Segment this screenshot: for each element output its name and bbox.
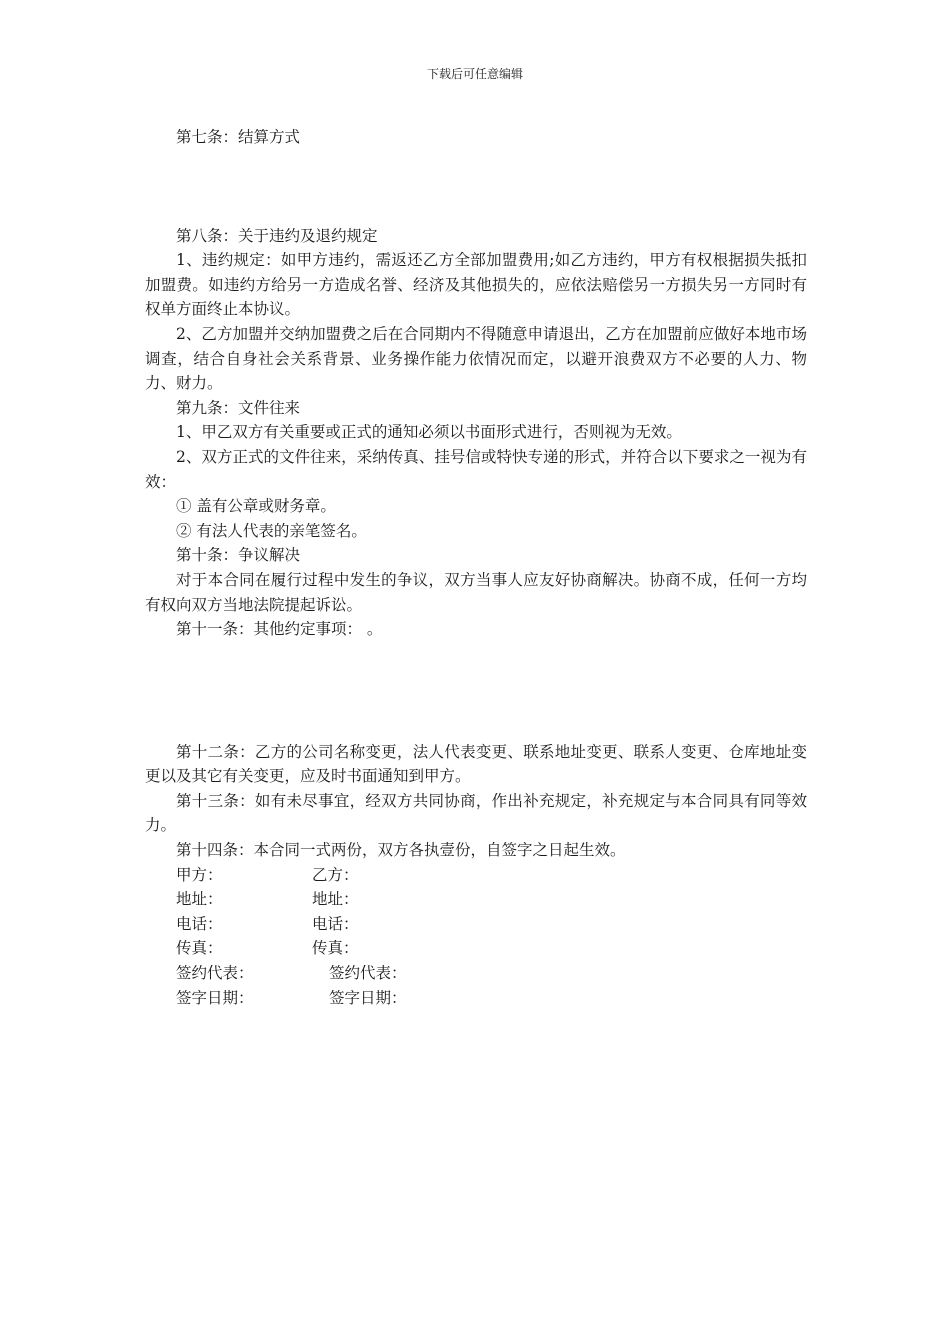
party-a-address-label: 地址： bbox=[176, 890, 223, 909]
party-a-fax-label: 传真： bbox=[176, 939, 223, 958]
party-a-representative-label: 签约代表： bbox=[176, 964, 254, 983]
party-b-label: 乙方： bbox=[312, 865, 359, 884]
article-7-title: 第七条：结算方式 bbox=[176, 128, 301, 146]
signature-row-date bbox=[145, 986, 807, 1011]
article-13-text: 第十三条：如有未尽事宜，经双方共同协商，作出补充规定，补充规定与本合同具有同等效力。 bbox=[145, 791, 807, 835]
article-14-text: 第十四条：本合同一式两份，双方各执壹份，自签字之日起生效。 bbox=[176, 841, 626, 860]
article-10-title: 第十条：争议解决 bbox=[176, 546, 301, 565]
signature-row-phone bbox=[145, 912, 807, 937]
article-9-item-4: ② 有法人代表的亲笔签名。 bbox=[176, 521, 367, 540]
party-b-address-label: 地址： bbox=[312, 890, 359, 909]
party-a-label: 甲方： bbox=[176, 865, 223, 884]
article-12-text: 第十二条：乙方的公司名称变更，法人代表变更、联系地址变更、联系人变更、仓库地址变更以及其它有关变更，应及时书面通知到甲方。 bbox=[145, 742, 807, 786]
signature-row-address bbox=[145, 887, 807, 912]
article-8-item-1: 1、违约规定：如甲方违约，需返还乙方全部加盟费用;如乙方违约，甲方有权根据损失抵扣加盟费。如违约方给另一方造成名誉、经济及其他损失的，应依法赔偿另一方损失另一方同时有权单方面终止本协议。 bbox=[145, 251, 807, 319]
signature-row-fax bbox=[145, 936, 807, 961]
blank-space bbox=[145, 642, 807, 740]
article-11-title: 第十一条：其他约定事项： 。 bbox=[176, 620, 383, 639]
party-a-phone-label: 电话： bbox=[176, 914, 223, 933]
party-a-date-label: 签字日期： bbox=[176, 988, 254, 1007]
signature-row-representative bbox=[145, 961, 807, 986]
article-9-item-3: ① 盖有公章或财务章。 bbox=[176, 497, 336, 516]
article-8-title: 第八条：关于违约及退约规定 bbox=[176, 226, 378, 245]
party-b-date-label: 签字日期： bbox=[329, 988, 407, 1007]
article-8-item-2: 2、乙方加盟并交纳加盟费之后在合同期内不得随意申请退出，乙方在加盟前应做好本地市场调查，结合自身社会关系背景、业务操作能力依情况而定，以避开浪费双方不必要的人力、物力、财力。 bbox=[145, 324, 807, 393]
blank-space bbox=[145, 150, 807, 224]
article-9-title: 第九条：文件往来 bbox=[176, 398, 301, 417]
party-b-phone-label: 电话： bbox=[312, 914, 359, 933]
article-9-item-2: 2、双方正式的文件往来，采纳传真、挂号信或特快专递的形式，并符合以下要求之一视为有效： bbox=[145, 447, 807, 491]
article-10-text: 对于本合同在履行过程中发生的争议，双方当事人应友好协商解决。协商不成，任何一方均有权向双方当地法院提起诉讼。 bbox=[145, 570, 807, 614]
signature-row-party bbox=[145, 863, 807, 888]
contract-body bbox=[145, 125, 807, 1010]
party-b-fax-label: 传真： bbox=[312, 939, 359, 958]
signature-block bbox=[145, 863, 807, 1011]
party-b-representative-label: 签约代表： bbox=[329, 964, 407, 983]
page-header-note: 下载后可任意编辑 bbox=[426, 67, 523, 81]
article-9-item-1: 1、甲乙双方有关重要或正式的通知必须以书面形式进行，否则视为无效。 bbox=[176, 423, 682, 442]
